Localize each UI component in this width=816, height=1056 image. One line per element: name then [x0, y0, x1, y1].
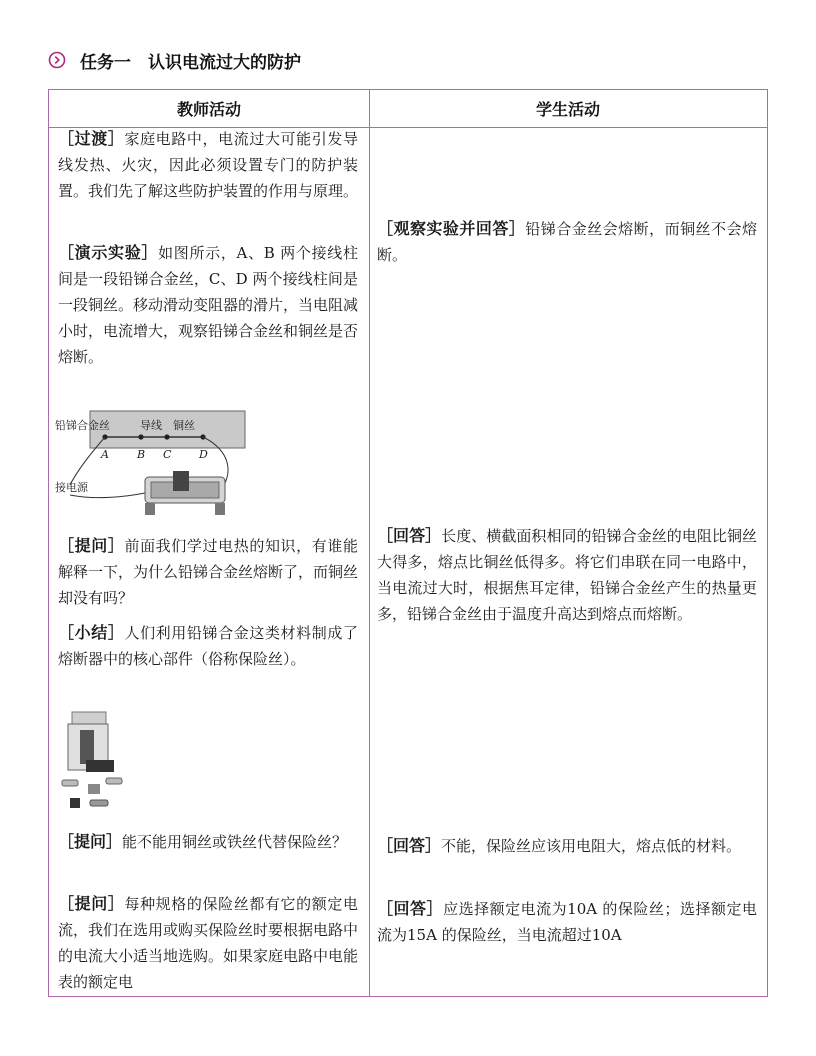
- student-paragraph: ［回答］应选择额定电流为10A 的保险丝；选择额定电流为15A 的保险丝，当电流超过10A: [377, 899, 757, 944]
- column-divider: [369, 90, 370, 996]
- teacher-paragraph: ［过渡］家庭电路中，电流过大可能引发导线发热、火灾，因此必须设置专门的防护装置。我们先了解这些防护装置的作用与原理。: [58, 129, 359, 200]
- label-c: C: [163, 448, 172, 461]
- label-copper: 铜丝: [173, 419, 195, 432]
- teacher-paragraph: ［提问］前面我们学过电热的知识，有谁能解释一下，为什么铅锑合金丝熔断了，而铜丝却没有吗？: [58, 536, 359, 607]
- teacher-paragraph: ［演示实验］如图所示，A、B 两个接线柱间是一段铅锑合金丝，C、D 两个接线柱间是一段铜丝。移动滑动变阻器的滑片，当电阻减小时，电流增大，观察铅锑合金丝和铜丝是否熔断。: [58, 243, 359, 366]
- teacher-paragraph: ［小结］人们利用铅锑合金这类材料制成了熔断器中的核心部件（俗称保险丝）。: [58, 623, 358, 668]
- chevron-circle-icon: [48, 51, 66, 69]
- label-a: A: [101, 448, 109, 461]
- label-d: D: [199, 448, 208, 461]
- header-student: 学生活动: [535, 100, 600, 119]
- task-title: 任务一 认识电流过大的防护: [80, 52, 301, 73]
- fuse-holder-image: [58, 708, 128, 818]
- label-power: 接电源: [55, 481, 88, 494]
- label-wire: 导线: [140, 419, 162, 432]
- label-alloy: 铅锑合金丝: [55, 419, 110, 432]
- student-paragraph: ［观察实验并回答］铅锑合金丝会熔断，而铜丝不会熔断。: [377, 219, 757, 264]
- fuse-experiment-figure: [55, 405, 250, 523]
- teacher-paragraph: ［提问］能不能用铜丝或铁丝代替保险丝？: [58, 832, 348, 851]
- student-paragraph: ［回答］长度、横截面积相同的铅锑合金丝的电阻比铜丝大得多，熔点比铜丝低得多。将它们串联在同一电路中，当电流过大时，根据焦耳定律，铅锑合金丝产生的热量更多，铅锑合金丝由于温度升高达到熔点而熔断。: [377, 526, 757, 623]
- student-paragraph: ［回答］不能，保险丝应该用电阻大，熔点低的材料。: [377, 836, 742, 855]
- header-teacher: 教师活动: [176, 100, 241, 119]
- task-heading: [48, 48, 301, 72]
- label-b: B: [137, 448, 146, 461]
- teacher-paragraph: ［提问］每种规格的保险丝都有它的额定电流，我们在选用或购买保险丝时要根据电路中的电流大小适当地选购。如果家庭电路中电能表的额定电: [58, 894, 359, 991]
